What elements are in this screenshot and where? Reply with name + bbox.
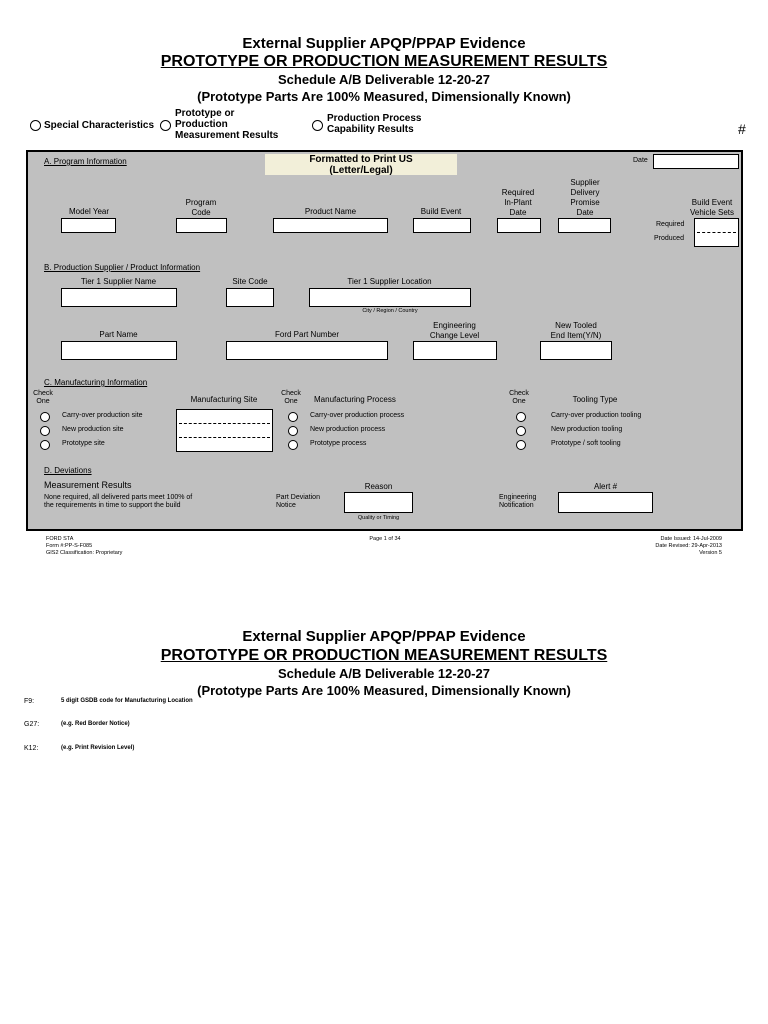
date-label: Date <box>633 157 648 164</box>
check-one-label: Check One <box>33 390 53 405</box>
engineering-change-field[interactable] <box>413 341 497 360</box>
footer-left: FORD STA Form #:PP-S-F085 GIS2 Classification: Proprietary <box>46 536 123 556</box>
part-deviation-label: Part Deviation Notice <box>276 494 320 509</box>
engineering-change-label: Engineering Change Level <box>429 321 480 340</box>
required-label: Required <box>656 221 685 228</box>
part-name-field[interactable] <box>61 341 177 360</box>
process-option-label: New production process <box>310 426 386 433</box>
section-b-title: B. Production Supplier / Product Information <box>44 263 201 272</box>
required-date-label: Required In-Plant Date <box>501 188 535 217</box>
build-event-label: Build Event <box>420 207 462 216</box>
manufacturing-site-label: Manufacturing Site <box>190 395 258 404</box>
footer-right: Date Issued: 14-Jul-2009 Date Revised: 29-Apr-2013 Version 5 <box>655 536 722 556</box>
section-a-title: A. Program Information <box>44 157 127 166</box>
site-option-radio[interactable] <box>40 426 50 436</box>
required-date-field[interactable] <box>497 218 541 233</box>
hash-mark: # <box>738 121 746 137</box>
alert-field[interactable] <box>558 492 653 513</box>
page2-prototype-note: (Prototype Parts Are 100% Measured, Dimensionally Known) <box>197 683 571 698</box>
tooling-option-label: Carry-over production tooling <box>551 412 642 419</box>
note-text: (e.g. Print Revision Level) <box>61 745 135 751</box>
note-text: 5 digit GSDB code for Manufacturing Location <box>61 698 193 704</box>
capability-results-radio[interactable] <box>312 120 323 131</box>
program-code-field[interactable] <box>176 218 227 233</box>
special-characteristics-label: Special Characteristics <box>44 120 155 131</box>
check-one-label: Check One <box>281 390 301 405</box>
reason-label: Reason <box>364 482 393 491</box>
special-characteristics-radio[interactable] <box>30 120 41 131</box>
ford-part-number-field[interactable] <box>226 341 388 360</box>
note-cell-ref: K12: <box>24 745 39 752</box>
page2-title: External Supplier APQP/PPAP Evidence <box>242 628 526 645</box>
site-option-label: New production site <box>62 426 124 433</box>
engineering-notification-label: Engineering Notification <box>499 494 537 509</box>
tier1-name-label: Tier 1 Supplier Name <box>80 277 157 286</box>
section-d-title: D. Deviations <box>44 466 92 475</box>
manufacturing-process-label: Manufacturing Process <box>314 395 396 404</box>
measurement-results-radio[interactable] <box>160 120 171 131</box>
quality-timing-hint: Quality or Timing <box>357 515 400 521</box>
model-year-label: Model Year <box>68 207 110 216</box>
program-code-label: Program Code <box>185 198 217 217</box>
note-cell-ref: G27: <box>24 721 40 728</box>
new-tooled-label: New Tooled End Item(Y/N) <box>550 321 602 340</box>
ford-part-number-label: Ford Part Number <box>274 330 340 339</box>
site-option-label: Carry-over production site <box>62 412 143 419</box>
tier1-name-field[interactable] <box>61 288 177 307</box>
tooling-option-radio[interactable] <box>516 426 526 436</box>
page2-schedule-label: Schedule A/B Deliverable 12-20-27 <box>278 666 490 681</box>
site-code-label: Site Code <box>232 277 268 286</box>
schedule-label: Schedule A/B Deliverable 12-20-27 <box>278 72 490 87</box>
measurement-results-label: Measurement Results <box>44 480 132 490</box>
new-tooled-field[interactable] <box>540 341 612 360</box>
tier1-location-label: Tier 1 Supplier Location <box>347 277 432 286</box>
tooling-option-label: New production tooling <box>551 426 623 433</box>
date-field[interactable] <box>653 154 739 169</box>
alert-label: Alert # <box>593 482 618 491</box>
page-title: External Supplier APQP/PPAP Evidence <box>242 35 526 52</box>
product-name-field[interactable] <box>273 218 388 233</box>
produced-label: Produced <box>654 235 684 242</box>
check-one-label: Check One <box>509 390 529 405</box>
manufacturing-site-field[interactable] <box>176 409 273 452</box>
process-option-radio[interactable] <box>288 440 298 450</box>
format-note: Formatted to Print US (Letter/Legal) <box>265 154 457 175</box>
measurement-results-label: Prototype or Production Measurement Results <box>175 108 279 141</box>
prototype-note: (Prototype Parts Are 100% Measured, Dimensionally Known) <box>197 89 571 104</box>
promise-date-field[interactable] <box>558 218 611 233</box>
location-hint: City / Region / Country <box>362 308 418 314</box>
tooling-option-radio[interactable] <box>516 412 526 422</box>
tooling-type-label: Tooling Type <box>572 395 618 404</box>
page-subtitle: PROTOTYPE OR PRODUCTION MEASUREMENT RESULTS <box>160 53 608 70</box>
process-option-radio[interactable] <box>288 426 298 436</box>
site-code-field[interactable] <box>226 288 274 307</box>
promise-date-label: Supplier Delivery Promise Date <box>570 178 600 217</box>
note-cell-ref: F9: <box>24 698 35 705</box>
reason-field[interactable] <box>344 492 413 513</box>
capability-results-label: Production Process Capability Results <box>327 113 422 135</box>
page-number: Page 1 of 34 <box>369 536 401 542</box>
tooling-option-label: Prototype / soft tooling <box>551 440 621 447</box>
process-option-label: Prototype process <box>310 440 367 447</box>
site-option-radio[interactable] <box>40 440 50 450</box>
process-option-label: Carry-over production process <box>310 412 405 419</box>
note-text: (e.g. Red Border Notice) <box>61 721 130 727</box>
tier1-location-field[interactable] <box>309 288 471 307</box>
build-event-field[interactable] <box>413 218 471 233</box>
page2-subtitle: PROTOTYPE OR PRODUCTION MEASUREMENT RESULTS <box>160 647 608 664</box>
vehicle-sets-label: Build Event Vehicle Sets <box>689 198 735 217</box>
process-option-radio[interactable] <box>288 412 298 422</box>
vehicle-sets-field[interactable] <box>694 218 739 247</box>
site-option-radio[interactable] <box>40 412 50 422</box>
site-option-label: Prototype site <box>62 440 105 447</box>
section-c-title: C. Manufacturing Information <box>44 378 148 387</box>
model-year-field[interactable] <box>61 218 116 233</box>
tooling-option-radio[interactable] <box>516 440 526 450</box>
product-name-label: Product Name <box>304 207 357 216</box>
none-required-note: None required, all delivered parts meet 100% of the requirements in time to support the build <box>44 494 193 509</box>
part-name-label: Part Name <box>99 330 138 339</box>
